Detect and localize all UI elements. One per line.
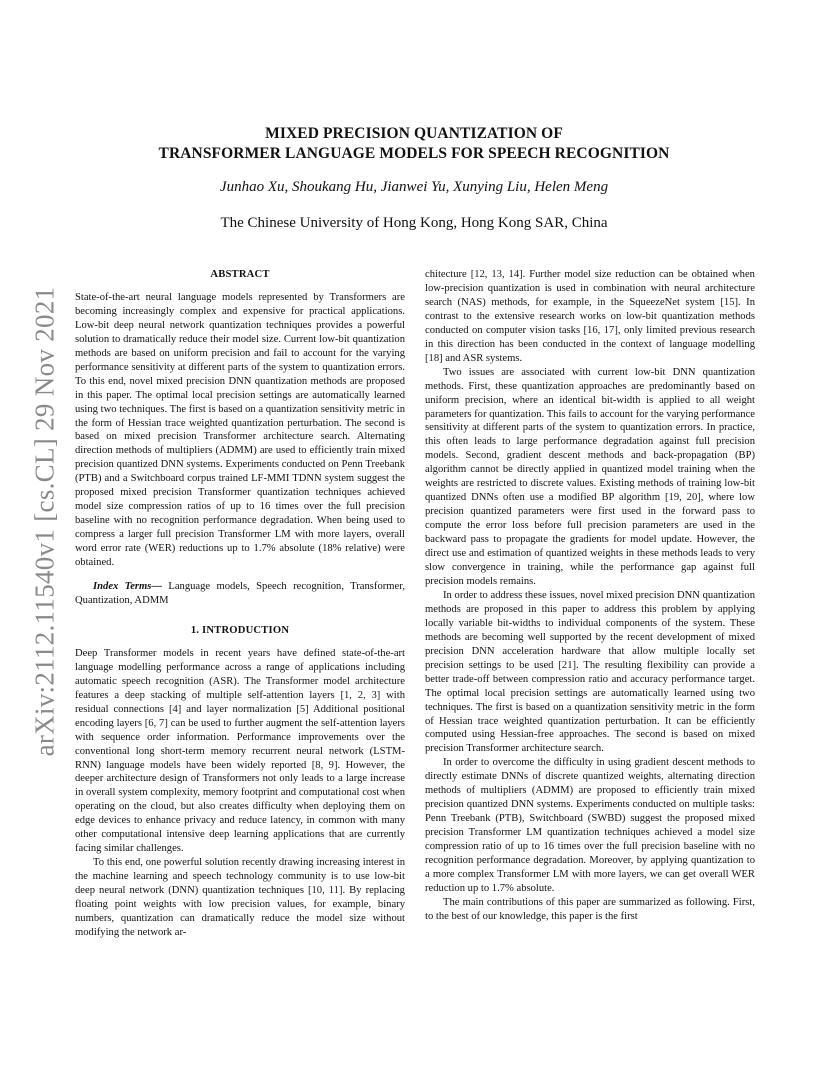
paragraph-text: In order to overcome the difficulty in using gradient descent methods to directly estimate DNNs of discrete quantized weights, alternating direction methods of multipliers (ADMM) are proposed to efficiently train mixed precision quantized DNN systems. Experiments conducted on multiple tasks: Penn Treebank (PTB), Switchboard (SWBD) suggest the proposed mixed precision Transformer LM quantization techniques achieved a model size compression ratio of up to 16 times over the full precision baseline with no recognition performance degradation. Moreover, by applying quantization to a more complex Transformer LM with more layers, we can get overall WER reduction up to 1.7% absolute. <box>425 757 755 894</box>
paragraph-text: . In contrast to the extensive research works on low-bit quantization methods conducted on computer vision tasks <box>425 296 755 336</box>
index-terms <box>75 580 405 608</box>
paragraph-text: Deep Transformer models in recent years have defined state-of-the-art language modelling performance across a range of applications including automatic speech recognition (ASR). The Transformer model architecture features a deep stacking of multiple self-attention layers <box>75 647 405 701</box>
paragraph-text: . Further model size reduction can be obtained when low-precision quantization is used in combination with neural architecture search (NAS) methods, for example, in the SqueezeNet system <box>425 269 755 308</box>
paragraph-text: , where low precision quantized parameters were first used in the forward pass to compute the error loss before full precision parameters are used in the backward pass to propagate the gradients for model update. However, the direct use and estimation of quantized weights in these methods leads to very slow convergence in training, while the performance gap against full precision models remains. <box>425 492 756 587</box>
citation-link[interactable]: [12, 13, 14] <box>470 269 523 280</box>
citation-link[interactable]: [6, 7] <box>144 717 168 729</box>
intro-paragraph-5 <box>425 589 755 756</box>
citation-link[interactable]: [15] <box>720 296 739 308</box>
index-terms-label: Index Terms— <box>93 581 162 593</box>
citation-link[interactable]: [10, 11] <box>307 885 343 897</box>
paragraph-text: Two issues are associated with current low-bit DNN quantization methods. First, these quantization approaches are predominantly based on uniform precision, where an identical bit-width is applied to all weight parameters for quantization. This fails to account for the varying performance sensitivity at different parts of the system to quantization errors. In practice, this often leads to large performance degradation against full precision models. Second, gradient descent methods and back-propagation (BP) algorithm cannot be directly applied in quantized model training when the weights are restricted to discrete values. Existing methods of training low-bit quantized DNNs often use a modified BP algorithm <box>425 366 755 504</box>
arxiv-stamp-text: arXiv:2112.11540v1 [cs.CL] 29 Nov 2021 <box>29 286 60 756</box>
citation-link[interactable]: [16, 17] <box>583 324 618 336</box>
abstract-text: State-of-the-art neural language models represented by Transformers are becoming increasingly complex and expensive for practical applications. Low-bit deep neural network quantization techniques provides a powerful solution to dramatically reduce their model size. Current low-bit quantization methods are based on uniform precision and fail to account for the varying performance sensitivity at different parts of the system to quantization errors. To this end, novel mixed precision DNN quantization methods are proposed in this paper. The optimal local precision settings are automatically learned using two techniques. The first is based on a quantization sensitivity metric in the form of Hessian trace weighted quantization perturbation. The second is based on mixed precision Transformer architecture search. Alternating direction methods of multipliers (ADMM) are used to efficiently train mixed precision quantized DNN systems. Experiments conducted on Penn Treebank (PTB) and a Switchboard corpus trained LF-MMI TDNN system suggest the proposed mixed precision Transformer quantization techniques achieved model size compression ratios of up to 16 times over the full precision baseline with no recognition performance degradation. When being used to compress a larger full precision Transformer LM with more layers, overall word error rate (WER) reductions up to 1.7% absolute (18% relative) were obtained. <box>75 291 405 569</box>
paragraph-text: In order to address these issues, novel mixed precision DNN quantization methods are proposed in this paper to address this problem by applying locally variable bit-widths to individual components of the system. These methods are becoming well supported by the recent development of mixed precision DNN acceleration hardware that allow multiple locally set precision settings to be used <box>425 589 755 671</box>
paragraph-text: and layer normalization <box>181 703 297 715</box>
citation-link[interactable]: [5] <box>296 703 309 715</box>
title-line-2: TRANSFORMER LANGUAGE MODELS FOR SPEECH RECOGNITION <box>158 145 670 162</box>
intro-paragraph-1 <box>75 647 405 856</box>
citation-link[interactable]: [21] <box>558 659 577 671</box>
citation-link[interactable]: [19, 20] <box>665 492 701 504</box>
title-line-1: MIXED PRECISION QUANTIZATION OF <box>265 125 563 142</box>
index-terms-text: Language models, Speech recognition, Transformer, Quantization, ADMM <box>75 581 405 606</box>
left-column <box>75 268 405 940</box>
citation-link[interactable]: [18] <box>425 352 443 364</box>
paragraph-text: can be used to further augment the self-attention layers with sequence order information. Performance improvements over the conventional long short-term memory recurrent neural network (LSTM-RNN) language models have been widely reported <box>75 717 406 771</box>
paragraph-text: and ASR systems. <box>442 352 523 364</box>
paragraph-text: . By replacing floating point weights with low precision values, for example, binary numbers, quantization can dramatically reduce the model size without modifying the network ar- <box>75 885 405 938</box>
citation-link[interactable]: [1, 2, 3] <box>340 689 381 701</box>
intro-paragraph-4 <box>425 366 755 589</box>
intro-paragraph-7 <box>425 896 755 924</box>
paragraph-text: . However, the deeper architecture design of Transformers not only leads to a large increase in overall system complexity, memory footprint and computational cost when operating on the cloud, but also creates difficulty when deploying them on edge devices to enhance privacy and reduce latency, in common with many other computational intensive deep learning applications that are currently facing similar challenges. <box>75 759 405 855</box>
affiliation: The Chinese University of Hong Kong, Hong Kong SAR, China <box>220 215 608 231</box>
paragraph-text: with residual connections <box>75 689 405 715</box>
paper-title <box>0 124 828 164</box>
paragraph-text: To this end, one powerful solution recently drawing increasing interest in the machine learning and speech technology community is to use low-bit deep neural network (DNN) quantization techniques <box>75 857 405 897</box>
right-column <box>425 268 755 924</box>
authors: Junhao Xu, Shoukang Hu, Jianwei Yu, Xunying Liu, Helen Meng <box>219 179 609 195</box>
paragraph-text: , only limited previous research in this direction has been conducted in the context of language modelling <box>425 324 755 350</box>
intro-heading: 1. INTRODUCTION <box>190 624 290 636</box>
abstract-heading: ABSTRACT <box>210 269 270 280</box>
citation-link[interactable]: [4] <box>168 703 182 715</box>
paragraph-text: The main contributions of this paper are summarized as following. First, to the best of our knowledge, this paper is the first <box>425 896 755 922</box>
intro-paragraph-3 <box>425 268 755 366</box>
paragraph-text: chitecture <box>425 269 471 280</box>
intro-paragraph-6 <box>425 756 755 896</box>
paragraph-text: Additional positional encoding layers <box>75 703 405 729</box>
paragraph-text: . The resulting flexibility can provide a better trade-off between compression ratio and accuracy performance target. The optimal local precision settings are automatically learned using two techniques. The first is based on a quantization sensitivity metric in the form of Hessian trace weighted quantization perturbation. It can be efficiently computed using Hessian-free approaches. The second is based on mixed precision Transformer architecture search. <box>425 659 755 755</box>
arxiv-stamp <box>20 286 70 756</box>
citation-link[interactable]: [8, 9] <box>311 759 338 771</box>
intro-paragraph-2 <box>75 856 405 940</box>
